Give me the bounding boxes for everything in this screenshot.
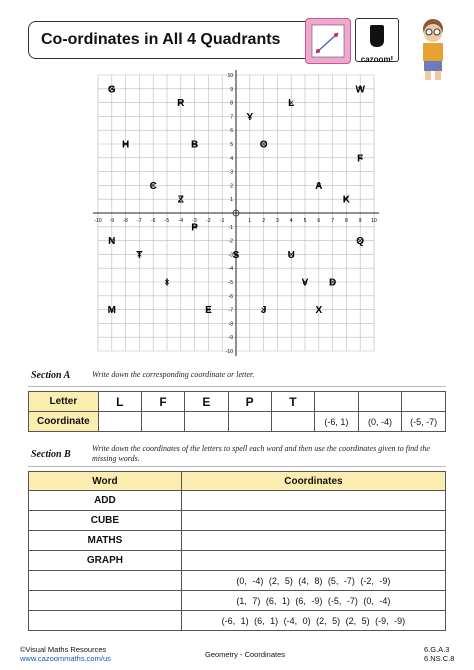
section-a-label: Section A xyxy=(31,370,71,381)
section-b-label: Section B xyxy=(31,449,71,460)
y-tick-label: 2 xyxy=(230,183,233,190)
coordinate-cell: (-5, -7) xyxy=(402,412,446,432)
table-row xyxy=(29,531,446,551)
point-label: N xyxy=(108,236,116,248)
word-answer-cell[interactable] xyxy=(29,571,182,591)
coordinate-answer-cell[interactable] xyxy=(185,412,228,432)
section-a-table xyxy=(28,391,446,432)
x-tick-label: -8 xyxy=(123,218,128,224)
letter-answer-cell[interactable] xyxy=(358,392,402,412)
x-tick-label: -3 xyxy=(192,218,197,224)
point-label: J xyxy=(260,305,267,317)
section-b-instruction: Write down the coordinates of the letters to spell each word and then use the coordinates given to find the missing words. xyxy=(92,444,430,463)
point-label: Z xyxy=(177,194,184,206)
x-tick-label: -7 xyxy=(137,218,142,224)
section-a-instruction: Write down the corresponding coordinate or letter. xyxy=(92,370,255,379)
logo-text: cazoom! xyxy=(360,55,394,64)
footer-copyright-text: ©Visual Maths Resources xyxy=(20,645,107,654)
coords-answer-cell[interactable] xyxy=(181,551,445,571)
letter-row xyxy=(29,392,446,412)
coordinates-header: Coordinates xyxy=(181,472,445,491)
point-label: W xyxy=(355,84,365,96)
point-label: A xyxy=(315,180,323,192)
point-label: X xyxy=(315,305,323,317)
point-label: H xyxy=(121,139,130,151)
point-label: O xyxy=(259,139,268,151)
coordinate-cell: (-6, 1) xyxy=(315,412,359,432)
point-label: F xyxy=(357,153,364,165)
footer-website-link[interactable]: www.cazoommaths.com/us xyxy=(20,654,111,663)
letter-cell: L xyxy=(98,392,141,412)
x-tick-label: 9 xyxy=(358,218,362,224)
section-b-table xyxy=(28,471,446,631)
section-b-header-row xyxy=(29,472,446,491)
y-tick-label: -6 xyxy=(228,293,233,300)
section-a-divider xyxy=(28,386,446,387)
coordinate-cell: (0, -4) xyxy=(358,412,402,432)
point-label: L xyxy=(288,98,295,110)
y-tick-label: -1 xyxy=(228,224,233,231)
letter-cell: T xyxy=(271,392,314,412)
y-tick-label: -8 xyxy=(228,321,233,328)
y-tick-label: -10 xyxy=(225,349,233,355)
x-tick-label: -9 xyxy=(109,218,115,224)
point-label: R xyxy=(177,98,185,110)
x-tick-label: -5 xyxy=(164,218,170,224)
x-tick-label: 1 xyxy=(248,218,252,224)
x-tick-label: 8 xyxy=(345,218,348,224)
point-label: U xyxy=(287,249,295,261)
y-tick-label: 1 xyxy=(230,197,233,204)
point-label: K xyxy=(342,194,351,206)
coordinate-row xyxy=(29,412,446,432)
x-tick-label: 5 xyxy=(303,218,307,224)
y-tick-label: -3 xyxy=(228,252,233,259)
point-label: Y xyxy=(246,111,254,123)
y-tick-label: 3 xyxy=(230,169,233,176)
coords-answer-cell[interactable] xyxy=(181,491,445,511)
coordinate-answer-cell[interactable] xyxy=(98,412,141,432)
table-row xyxy=(29,571,446,591)
footer-standard-2: 6.NS.C.8 xyxy=(424,654,455,663)
y-tick-label: 9 xyxy=(230,86,233,93)
coords-cell: (1, 7) (6, 1) (6, -9) (-5, -7) (0, -4) xyxy=(181,591,445,611)
point-label: M xyxy=(107,305,116,317)
letter-cell: E xyxy=(185,392,228,412)
y-tick-label: -9 xyxy=(228,335,233,342)
y-tick-label: 7 xyxy=(230,114,233,121)
table-row xyxy=(29,591,446,611)
coords-answer-cell[interactable] xyxy=(181,531,445,551)
point-label: C xyxy=(149,180,157,192)
y-tick-label: 10 xyxy=(227,73,233,79)
word-answer-cell[interactable] xyxy=(29,611,182,631)
coordinate-answer-cell[interactable] xyxy=(228,412,271,432)
coordinate-header: Coordinate xyxy=(29,412,99,432)
coords-answer-cell[interactable] xyxy=(181,511,445,531)
point-label: T xyxy=(136,249,143,261)
footer-standards xyxy=(424,645,454,663)
point-label: E xyxy=(205,305,212,317)
table-row xyxy=(29,491,446,511)
x-tick-label: -1 xyxy=(219,218,225,224)
point-label: P xyxy=(191,222,198,234)
letter-answer-cell[interactable] xyxy=(315,392,359,412)
y-tick-label: -7 xyxy=(228,307,233,314)
table-row xyxy=(29,611,446,631)
worksheet-title: Co-ordinates in All 4 Quadrants xyxy=(28,21,346,59)
x-tick-label: 3 xyxy=(276,218,279,224)
y-tick-label: 5 xyxy=(230,142,233,148)
coordinate-answer-cell[interactable] xyxy=(271,412,314,432)
x-tick-label: 4 xyxy=(289,218,293,224)
word-cell: CUBE xyxy=(29,511,182,531)
x-tick-label: 6 xyxy=(317,218,321,224)
section-b-divider xyxy=(28,466,446,467)
point-label: B xyxy=(190,139,199,151)
point-label: S xyxy=(232,249,240,261)
y-tick-label: -5 xyxy=(228,280,233,286)
x-tick-label: 7 xyxy=(331,218,334,224)
point-label: V xyxy=(301,277,309,289)
y-tick-label: -2 xyxy=(228,238,233,245)
y-tick-label: 6 xyxy=(230,128,233,135)
table-row xyxy=(29,551,446,571)
footer-topic: Geometry - Coordinates xyxy=(205,650,286,659)
letter-cell: F xyxy=(141,392,184,412)
x-tick-label: 2 xyxy=(262,218,265,224)
footer-copyright xyxy=(20,645,111,663)
point-label: D xyxy=(328,277,337,289)
x-tick-label: -4 xyxy=(178,218,184,224)
point-label: I xyxy=(165,277,169,289)
letter-cell: P xyxy=(228,392,271,412)
letter-header: Letter xyxy=(29,392,99,412)
word-cell: GRAPH xyxy=(29,551,182,571)
word-header: Word xyxy=(29,472,182,491)
footer-standard-1: 6.G.A.3 xyxy=(424,645,450,654)
point-label: Q xyxy=(356,236,365,248)
y-tick-label: -4 xyxy=(228,266,233,273)
word-cell: MATHS xyxy=(29,531,182,551)
x-tick-label: -2 xyxy=(206,218,211,224)
coordinate-answer-cell[interactable] xyxy=(141,412,184,432)
table-row xyxy=(29,511,446,531)
word-cell: ADD xyxy=(29,491,182,511)
x-tick-label: 10 xyxy=(371,218,377,224)
x-tick-label: -6 xyxy=(150,218,156,224)
coords-cell: (-6, 1) (6, 1) (-4, 0) (2, 5) (2, 5) (-9, -9) xyxy=(181,611,445,631)
coords-cell: (0, -4) (2, 5) (4, 8) (5, -7) (-2, -9) xyxy=(181,571,445,591)
y-tick-label: 4 xyxy=(230,155,233,162)
letter-answer-cell[interactable] xyxy=(402,392,446,412)
word-answer-cell[interactable] xyxy=(29,591,182,611)
point-label: G xyxy=(107,84,116,96)
y-tick-label: 8 xyxy=(230,100,233,107)
x-tick-label: -10 xyxy=(94,218,102,224)
